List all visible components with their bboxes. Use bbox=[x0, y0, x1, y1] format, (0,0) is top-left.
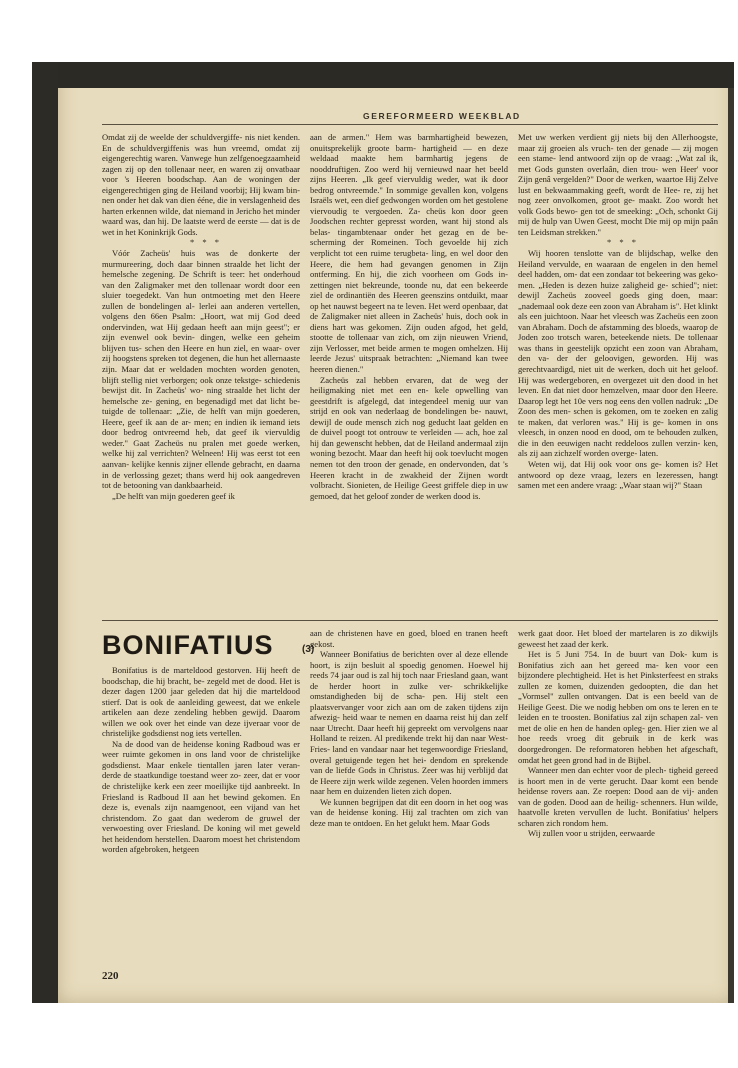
paragraph: Bonifatius is de marteldood gestorven. Hij heeft de boodschap, die hij bracht, be- zegeld met de dood. Het is dezer dagen 1200 jaar geleden dat hij die marteldood stierf. Dat is ook de aanleiding geweest, dat we enkele artikelen aan deze zendeling hebben gewijd. Daarom willen we ook over het einde van deze ijveraar voor de christelijke godsdienst nog iets vertellen. bbox=[102, 665, 300, 739]
paragraph: „De helft van mijn goederen geef ik bbox=[112, 490, 235, 501]
upper-column-2 bbox=[310, 132, 508, 612]
running-header: GEREFORMEERD WEEKBLAD bbox=[363, 111, 521, 121]
paragraph: Na de dood van de heidense koning Radboud was er weer ruimte gekomen in ons land voor de christelijke godsdienst. Maar enkele tientallen jaren later veran- derde de staatkundige toestand weer zo- zeer, dat er voor de christelijke kerk een zeer moeilijke tijd aanbreekt. In Friesland is Radboud II aan het bewind gekomen. En deze is, evenals zijn naamgenoot, een vijand van het christendom. Zo gaat dan wederom de gruwel der verwoesting over Friesland. De koning wil met geweld het heidendom herstellen. Daarom moest het christendom worden afgebroken, hetgeen bbox=[102, 738, 300, 855]
paragraph: werk gaat door. Het bloed der martelaren is zo dikwijls geweest het zaad der kerk. bbox=[518, 628, 718, 649]
paragraph: Het is 5 Juni 754. In de buurt van Dok- kum is Bonifatius zich aan het gereed ma- ken voor een bijzondere plechtigheid. Het is het Pinksterfeest en straks zullen ze komen, duizenden gedoopten, die dan het „Vormsel" zullen ontvangen. Dat is een beeld van de Heilige Geest. Die we nodig hebben om ons te leren en te leiden en te troosten. Bonifatius zal zijn schapen zal- ven met de olie en hen de handen opleg- gen. Hier zien we al hoe reeds vroeg dit gebruik in de kerk was doorgedrongen. De reformatoren hebben het afgeschaft, omdat het geen grond had in de Bijbel. bbox=[518, 649, 718, 765]
paragraph: Weten wij, dat Hij ook voor ons ge- komen is? Het antwoord op deze vraag, lezers en lezeressen, hangt samen met een andere vraag: „Waar staan wij?" Staan bbox=[518, 458, 718, 491]
article-column-3 bbox=[518, 628, 718, 923]
paragraph: Met uw werken verdient gij niets bij den Allerhoogste, maar zij groeien als vruch- ten der genade — zij mogen een stame- lend antwoord zijn op de vraag: „Wat zal ik, met Gods gunsten overlaân, dien trou- wen Heer' voor Zijn genâ vergelden?" Door de werken, waartoe Hij Zelve lust en bekwaammaking geeft, wordt de Hee- re, zij het nog zeer onvolkomen, groot ge- maakt. Zoo wordt het volk Gods bewo- gen tot de smeeking: „Och, schonkt Gij mij de hulp van Uwen Geest, mocht Die mij op mijn paân ten Leidsman strekken." bbox=[518, 132, 718, 237]
section-divider bbox=[102, 620, 718, 621]
paragraph: Wij hooren tenslotte van de blijdschap, welke den Heiland vervulde, en waaraan de engelen in den hemel deel hadden, om- dat een zondaar tot bekeering was geko- men. „Heden is dezen huize zaligheid ge- schied"; niet: dewijl Zacheüs zooveel goeds ging doen, maar: „nademaal ook deze een zoon van Abraham is". Het klinkt als een juichtoon. Naar het vleesch was Zacheüs een zoon van Abraham. Doch de afstamming des bloeds, waarop de Joden zoo trotsch waren, beteekende niets. De tollenaar was thans in geestelijk opzicht een zoon van Abraham, den va- der der geloovigen, geworden. Hij was gerechtvaardigd, niet uit de werken, doch uit het geloof. Hij was wedergeboren, en overgezet uit den dood in het leven. En dat niet door hemzelven, maar door den Heere. Daarop legt het 10e vers nog eens den vollen nadruk: „De Zoon des men- schen is gekomen, om te zoeken en zalig te maken, dat verloren was." Hij is ge- komen in ons vleesch, in onzen nood en dood, om te behouden zulken, die in den eeuwigen nacht reddeloos zullen verzin- ken, als zij aan zichzelf worden overge- laten. bbox=[518, 248, 718, 459]
paragraph: Wij zullen voor u strijden, eerwaarde bbox=[528, 828, 655, 839]
paragraph: Vóór Zacheüs' huis was de donkerte der murmureering, doch daar binnen straalde het licht der hemelsche zegening. De Schrift is teer: het onderhoud van den Zaligmaker met den tollenaar wordt door een sluier toegedekt. Van hun ontmoeting met den Heere zullen de bondelingen al- lerlei aan anderen vertellen, volgens den 66en Psalm: „Hoort, wat mij God deed ondervinden, wat Hij gedaan heeft aan mijn geest"; er zijn evenwel ook bevin- dingen, welke een geheim blijven tus- schen den Heere en hun ziel, en waar- over zij hoogstens spreken tot degenen, die hun het allernaaste zijn. Maar dat er weldaden mochten worden genoten, blijft stellig niet verborgen; ook onze tekstge- schiedenis bewijst dit. In Zacheüs' wo- ning straalde het licht der hemelsche ze- gening, en begenadigd met dat licht be- tuigde de tollenaar: „Zie, de helft van mijn goederen, Heere, geef ik aan de ar- men; en indien ik iemand iets door bedrog ontvreemd heb, dat geef ik viervuldig weder." Gaat Zacheüs nu pralen met goede werken, welke hij zal verrichten? Welneen! Hij was eerst tot een aanvan- kelijke kennis zijner ellende gebracht, en daarna in de verlossing gezet; thans werd hij ook aangedreven tot de betooning van dankbaarheid. bbox=[102, 248, 300, 491]
article-column-1 bbox=[102, 665, 300, 923]
paragraph: aan de armen." Hem was barmhartigheid bewezen, onuitsprekelijk groote barm- hartigheid — en deze weldaad maakte hem barmhartig jegens de nooddruftigen. Zoo werd hij vernieuwd naar het beeld zijns Heeren. „Ik geef viervuldig weder, wat ik door bedrog ontvreemde." In sommige gevallen kon, volgens Israëls wet, een dief gedwongen worden om het gestolene viervoudig te vergoeden. Za- cheüs kon door geen Joodschen rechter gepresst worden, want hij stond als belas- tingambtenaar onder het gezag en de be- scherming der Romeinen. Toch gevoelde hij zich verplicht tot een ruime terugbeta- ling, en wel door den Heere, die hem had gevangen genomen in Zijn ontferming. En hij, die zich voorheen om Gods in- zettingen niet bekreunde, toonde nu, dat een bekeerde ziel de ordinantiën des Heeren geenszins ontduikt, maar op het nauwst begeert na te leven. Het werd openbaar, dat de Zaligmaker niet alleen in Zacheüs' huis, doch ook in diens hart was gekomen. Zijn ouden afgod, het geld, stootte de tollenaar van zich, om zijn nieuwen Vriend, zijn Verlosser, met beide armen te mogen omhelzen. Hij leerde Jezus' uitspraak betrachten: „Niemand kan twee heeren dienen." bbox=[310, 132, 508, 375]
upper-column-1 bbox=[102, 132, 300, 612]
scan-top-edge bbox=[58, 62, 734, 88]
article-part-number: (3) bbox=[302, 644, 315, 655]
paragraph: Zacheüs zal hebben ervaren, dat de weg der heiligmaking niet met een en- kele opwelling van geestdrift is afgelegd, dat integendeel menig uur van strijd en ook van nederlaag de bondelingen be- nauwt, dewijl de oude mensch zich nog geducht laat gelden en de duivel poogt tot ontrouw te verleiden — ach, hoe zal hij dan gewenscht hebben, dat de Heiland andermaal zijn woning bezocht. Maar dan heeft hij ook toevlucht mogen nemen tot den troon der genade, en ondervonden, dat 's Heeren kracht in de zwakheid der Zijnen wordt volbracht. Sionieten, de Heilige Geest griffele diep in uw gemoed, dat het geloof zonder de werken dood is. bbox=[310, 374, 508, 501]
paragraph: Wanneer Bonifatius de berichten over al deze ellende hoort, is zijn besluit al spoedig genomen. Hoewel hij reeds 74 jaar oud is zal hij toch naar Friesland gaan, want de herder hoort in zulke ver- schrikkelijke omstandigheden bij de scha- pen. Hij stelt een plaatsvervanger voor zich aan om de zaken tijdens zijn afwezig- heid waar te nemen en daarna reist hij dan zelf naar Utrecht. Daar heeft hij gepreekt om vervolgens naar Holland te reizen. Al predikende trekt hij dan naar West-Fries- land en vandaar naar het tegenwoordige Friesland, overal getuigende tegen het hei- dendom en sprekende van de liefde Gods in Christus. Zeer was hij verblijd dat de Heere zijn werk wilde zegenen. Velen hoorden immers naar hem en duizenden lieten zich dopen. bbox=[310, 649, 508, 797]
page-number: 220 bbox=[102, 970, 119, 982]
paragraph: aan de christenen have en goed, bloed en tranen heeft gekost. bbox=[310, 628, 508, 649]
paragraph: We kunnen begrijpen dat dit een doorn in het oog was van de heidense koning. Hij zal trachten om zich van deze man te ontdoen. En het gelukt hem. Maar Gods bbox=[310, 796, 508, 828]
article-column-2 bbox=[310, 628, 508, 923]
scan-right-edge bbox=[728, 88, 734, 1003]
upper-column-3 bbox=[518, 132, 718, 612]
scan-binding-edge bbox=[32, 62, 58, 1003]
paragraph: Omdat zij de weelde der schuldvergiffe- nis niet kenden. En de schuldvergiffenis was hun vreemd, omdat zij eigengerechtig waren. Vanwege hun zelfgenoegzaamheid zagen zij op den tollenaar neer, en waren zij onvatbaar voor 's Heeren boodschap. Aan de woningen der eigengerechtigen ging de Heiland voorbij; Hij kwam bin- nen onder het dak van dien ééne, die in verslagenheid des harten erkennen wilde, dat niemand in Jericho het minder waard was, dan hij. De laatste werd de eerste — dat is de wet in het Koninkrijk Gods. bbox=[102, 132, 300, 237]
header-rule bbox=[102, 124, 718, 125]
paragraph: Wanneer men dan echter voor de plech- tigheid gereed is hoort men in de verte gerucht. Daar komt een bende heidense rovers aan. Ze roepen: Dood aan de vij- anden van de goden. Dood aan de heilig- schenners. Hun wilde, haatvolle kreten vervullen de lucht. Bonifatius' helpers scharen zich rondom hem. bbox=[518, 765, 718, 828]
section-stars: * * * bbox=[606, 237, 640, 248]
article-title: BONIFATIUS bbox=[102, 630, 274, 660]
newspaper-page bbox=[58, 62, 734, 1003]
section-stars: * * * bbox=[189, 237, 223, 248]
